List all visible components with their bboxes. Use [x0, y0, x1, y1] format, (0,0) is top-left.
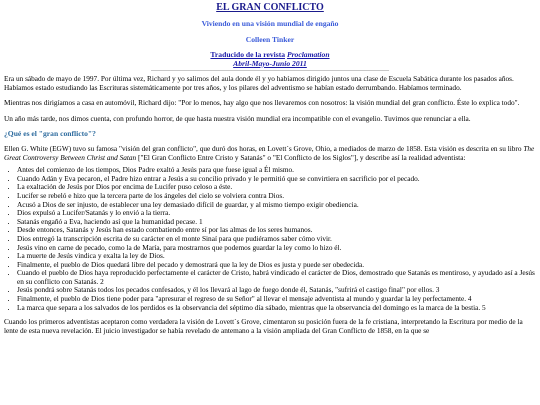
egw-text-after: ["El Gran Conflicto Entre Cristo y Satanás" o "El Conflicto de los Siglos"], y describe así la realidad adventista: [136, 152, 466, 162]
list-item: • La exaltación de Jesús por Dios por encima de Lucifer puso celoso a éste. [17, 183, 536, 192]
intro-paragraph-1: Era un sábado de mayo de 1997. Por última vez, Richard y yo salimos del aula donde él y yo habíamos dirigido juntos una clase de Escuela Sabática durante los pasados años. Habíamos estado estudiando las Escrituras sistemáticamente por tres años, y los pilares del adventismo se habían estado derrumbando. Habíamos terminado. [4, 74, 514, 92]
list-item: • Finalmente, el pueblo de Dios quedará libre del pecado y demostrará que la ley de Dios es justa y puede ser obedecida. [17, 261, 536, 270]
source-magazine[interactable]: Proclamation [286, 50, 330, 60]
intro-paragraph-2: Mientras nos dirigíamos a casa en automóvil, Richard dijo: "Por lo menos, hay algo que nos llevaremos con nosotros: la visión mundial del gran conflicto. Éste lo explica todo". [4, 98, 520, 108]
source-date[interactable]: Abril-Mayo-Junio 2011 [233, 58, 307, 68]
egw-text-before: Ellen G. White (EGW) tuvo su famosa "visión del gran conflicto", que duró dos horas, en Lovett´s Grove, Ohio, a mediados de marzo de 1858. Esta visión es descrita en su libro [4, 143, 524, 153]
section-heading: ¿Qué es el "gran conflicto"? [4, 129, 96, 139]
list-item: • La marca que separa a los salvados de los perdidos es la observancia del séptimo día sábado, mientras que la observancia del domingo es la marca de la bestia. 5 [17, 304, 536, 313]
list-item: • Cuando el pueblo de Dios haya reproducido perfectamente el carácter de Cristo, habrá vindicado el carácter de Dios, demostrado que Satanás es mentiroso, y ayudado así a Jesús en su conflicto con Satanás. 2 [17, 269, 536, 286]
list-item: • Satanás engañó a Eva, haciendo así que la humanidad pecase. 1 [17, 218, 536, 227]
closing-paragraph: Cuando los primeros adventistas aceptaron como verdadera la visión de Lovett´s Grove, cimentaron su posición fuera de la fe cristiana, interpretando la Escritura por medio de la lente de esta nueva revelación. El juicio investigador se había revelado de antemano a la visión ampliada del Gran Conflicto de 1858, en la que se [4, 317, 523, 335]
article-author: Colleen Tinker [245, 34, 295, 44]
article-title-link[interactable]: EL GRAN CONFLICTO [216, 2, 324, 13]
list-item: • Acusó a Dios de ser injusto, de establecer una ley demasiado difícil de guardar, y al mismo tiempo exigir obediencia. [17, 201, 536, 210]
source-prefix[interactable]: Traducido de la revista [210, 50, 286, 60]
article-title [4, 2, 536, 14]
article-subtitle: Viviendo en una visión mundial de engaño [201, 19, 339, 28]
list-item: • Jesús vino en carne de pecado, como la de María, para mostrarnos que podemos guardar la ley como lo hizo él. [17, 244, 536, 253]
list-item: • Lucifer se rebeló e hizo que la tercera parte de los ángeles del cielo se volviera contra Dios. [17, 192, 536, 201]
list-item: • Cuando Adán y Eva pecaron, el Padre hizo entrar a Jesús a su concilio privado y le permitió que se convirtiera en sacrificio por el pecado. [17, 175, 536, 184]
source-date-line [4, 60, 536, 68]
list-item: • La muerte de Jesús vindica y exalta la ley de Dios. [17, 252, 536, 261]
header-divider [151, 70, 389, 71]
list-item: • Dios expulsó a Lucifer/Satanás y lo envió a la tierra. [17, 209, 536, 218]
list-item: • Antes del comienzo de los tiempos, Dios Padre exaltó a Jesús para que fuese igual a Él mismo. [17, 166, 536, 175]
intro-paragraph-3: Un año más tarde, nos dimos cuenta, con profundo horror, de que hasta nuestra visión mundial era incompatible con el evangelio. Tuvimos que renunciar a ella. [4, 113, 471, 123]
conflict-list [4, 166, 536, 312]
list-item: • Dios entregó la transcripción escrita de su carácter en el monte Sinaí para que pudiéramos saber cómo vivir. [17, 235, 536, 244]
egw-paragraph [4, 145, 536, 162]
list-item: • Jesús pondrá sobre Satanás todos los pecados confesados, y él los llevará al lago de fuego donde él, Satanás, "sufrirá el castigo final" por ellos. 3 [17, 286, 536, 295]
egw-book-title: The Great Controversy Between Christ and Satan [4, 143, 535, 162]
list-item: • Desde entonces, Satanás y Jesús han estado combatiendo entre sí por las almas de los seres humanos. [17, 226, 536, 235]
list-item: • Finalmente, el pueblo de Dios tiene poder para "apresurar el regreso de su Señor" al llevar el mensaje adventista al mundo y guardar la ley perfectamente. 4 [17, 295, 536, 304]
